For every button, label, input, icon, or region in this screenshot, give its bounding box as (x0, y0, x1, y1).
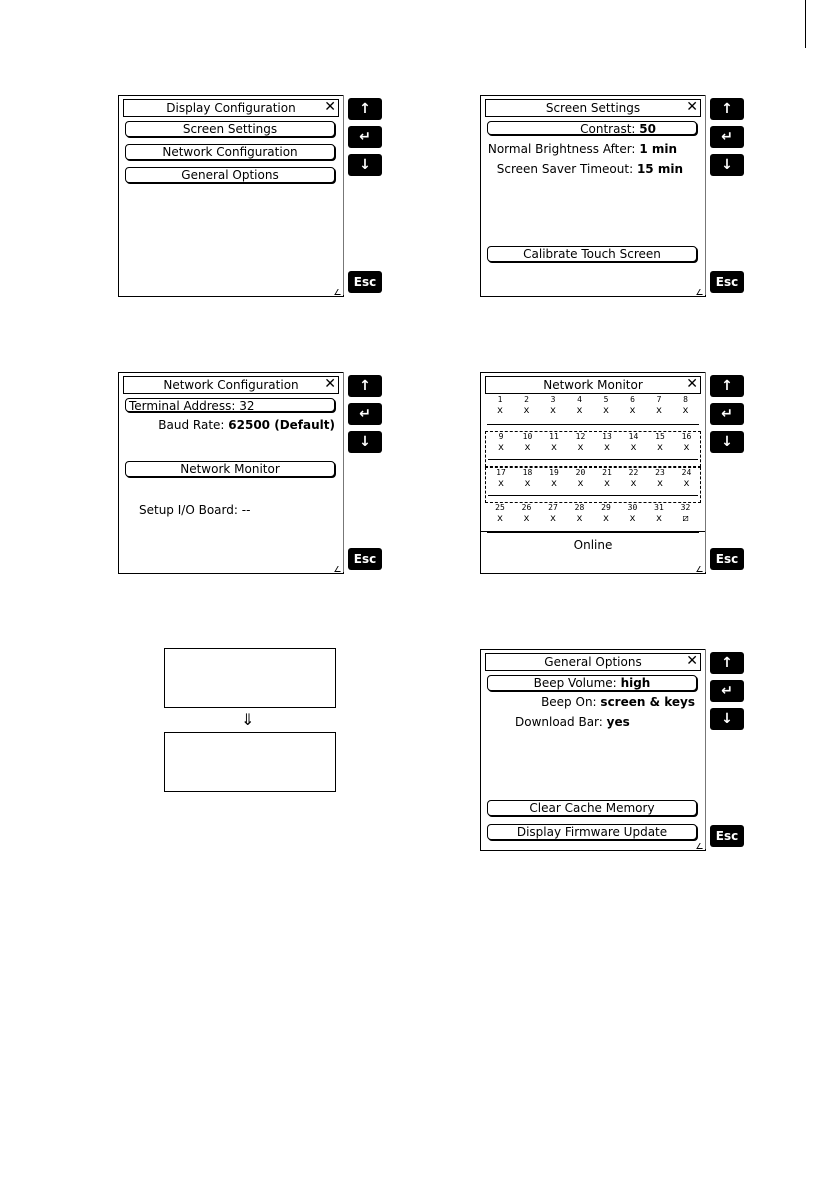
node-offline-icon: x (603, 478, 611, 489)
terminal-address-label: Terminal Address: (129, 399, 236, 413)
title-bar (485, 376, 701, 394)
network-node[interactable] (622, 503, 644, 524)
up-arrow-button[interactable]: ↑ (348, 98, 382, 120)
network-node[interactable] (570, 468, 592, 489)
esc-button[interactable]: Esc (710, 825, 744, 847)
enter-button[interactable]: ↵ (710, 680, 744, 702)
beep-volume-value: high (620, 676, 651, 690)
network-node[interactable] (675, 503, 697, 524)
network-node[interactable] (648, 395, 670, 416)
download-bar-value: yes (606, 715, 630, 729)
calibrate-touch-screen-button[interactable]: Calibrate Touch Screen (487, 246, 697, 262)
network-node[interactable] (623, 432, 645, 453)
node-number: 21 (602, 468, 612, 477)
node-offline-icon: x (603, 442, 611, 453)
network-node[interactable] (675, 395, 697, 416)
node-offline-icon: x (629, 513, 636, 524)
node-row (485, 431, 701, 467)
display-configuration-screen (118, 95, 383, 297)
node-offline-icon: x (524, 478, 531, 489)
screen-title: Display Configuration (166, 101, 296, 115)
divider (705, 372, 706, 572)
node-row (485, 395, 701, 431)
network-node[interactable] (516, 395, 538, 416)
network-node[interactable] (489, 395, 511, 416)
general-options-screen (480, 649, 745, 851)
baud-rate-value: 62500 (Default) (228, 418, 335, 432)
beep-on-value: screen & keys (600, 695, 695, 709)
screen-panel (118, 95, 344, 297)
contrast-value: 50 (639, 122, 656, 136)
close-icon[interactable]: ✕ (324, 99, 336, 115)
screen-title: General Options (544, 655, 642, 669)
node-number: 22 (628, 468, 639, 477)
setup-io-board-value: -- (241, 503, 251, 517)
node-number: 27 (548, 503, 558, 512)
close-icon[interactable]: ✕ (686, 653, 698, 669)
network-node[interactable] (676, 432, 698, 453)
title-bar (485, 653, 701, 671)
node-number: 32 (680, 503, 691, 512)
node-offline-icon: x (523, 405, 530, 416)
brightness-row[interactable] (488, 142, 677, 157)
node-offline-icon: x (682, 405, 689, 416)
down-arrow-button[interactable]: ↓ (710, 708, 744, 730)
title-bar (485, 99, 701, 117)
node-number: 15 (655, 432, 665, 441)
divider (705, 649, 706, 849)
down-arrow-button[interactable]: ↓ (348, 154, 382, 176)
node-number: 20 (575, 468, 586, 477)
node-number: 3 (550, 395, 556, 404)
node-number: 8 (683, 395, 688, 404)
network-node[interactable] (490, 468, 512, 489)
node-offline-icon: x (602, 513, 610, 524)
node-number: 4 (577, 395, 582, 404)
node-offline-icon: x (577, 478, 584, 489)
screen-panel (480, 372, 706, 574)
flow-box-bottom (164, 732, 336, 792)
node-offline-icon: x (497, 442, 505, 453)
network-bus-line (487, 424, 699, 425)
network-node[interactable] (649, 468, 671, 489)
down-arrow-button[interactable]: ↓ (348, 431, 382, 453)
network-bus-line (488, 459, 698, 460)
network-node[interactable] (490, 432, 512, 453)
network-status: Online (481, 531, 705, 572)
node-offline-icon: x (496, 405, 504, 416)
divider (343, 95, 344, 295)
node-offline-icon: x (550, 478, 558, 489)
node-offline-icon: x (683, 478, 690, 489)
network-node[interactable] (595, 395, 617, 416)
network-node[interactable] (676, 468, 698, 489)
node-number: 11 (549, 432, 559, 441)
network-node[interactable] (489, 503, 511, 524)
clear-cache-memory-button[interactable]: Clear Cache Memory (487, 800, 697, 816)
divider (343, 372, 344, 572)
enter-button[interactable]: ↵ (348, 403, 382, 425)
brightness-label: Normal Brightness After: (487, 142, 636, 156)
node-number: 13 (602, 432, 612, 441)
network-node[interactable] (569, 503, 591, 524)
node-number: 24 (681, 468, 692, 477)
screen-saver-row[interactable] (497, 162, 683, 177)
node-row (485, 467, 701, 503)
node-number: 7 (656, 395, 662, 404)
screen-panel (480, 95, 706, 297)
setup-io-board-label: Setup I/O Board: (139, 503, 238, 517)
network-configuration-button[interactable]: Network Configuration (125, 144, 335, 160)
up-arrow-button[interactable]: ↑ (348, 375, 382, 397)
node-number: 16 (681, 432, 692, 441)
node-number: 10 (522, 432, 533, 441)
brightness-value: 1 min (639, 142, 677, 156)
node-number: 28 (574, 503, 585, 512)
node-number: 14 (628, 432, 639, 441)
node-number: 2 (524, 395, 529, 404)
node-offline-icon: x (577, 442, 584, 453)
network-node[interactable] (543, 432, 565, 453)
screen-saver-label: Screen Saver Timeout: (496, 162, 634, 176)
node-offline-icon: x (576, 405, 583, 416)
network-configuration-screen (118, 372, 383, 574)
node-number: 26 (521, 503, 532, 512)
setup-io-board-row[interactable] (139, 503, 250, 518)
network-node[interactable] (596, 432, 618, 453)
node-offline-icon: x (630, 442, 637, 453)
node-offline-icon: x (496, 513, 504, 524)
network-bus-line (488, 495, 698, 496)
download-bar-row[interactable] (515, 715, 630, 730)
enter-button[interactable]: ↵ (710, 403, 744, 425)
network-node[interactable] (517, 468, 539, 489)
node-number: 29 (601, 503, 611, 512)
node-number: 19 (549, 468, 559, 477)
flow-box-top (164, 648, 336, 708)
network-node[interactable] (596, 468, 618, 489)
screen-panel (118, 372, 344, 574)
node-number: 9 (498, 432, 504, 441)
terminal-address-value: 32 (239, 399, 255, 413)
node-offline-icon: x (655, 513, 663, 524)
node-offline-icon: x (656, 478, 664, 489)
esc-button[interactable]: Esc (710, 271, 744, 293)
screen-title: Network Monitor (543, 378, 643, 392)
node-number: 17 (496, 468, 506, 477)
down-flow-arrow-icon: ⇓ (241, 710, 255, 729)
network-node[interactable] (542, 503, 564, 524)
contrast-button[interactable] (487, 121, 697, 135)
node-number: 6 (630, 395, 635, 404)
node-offline-icon: x (630, 478, 637, 489)
network-node[interactable] (542, 395, 564, 416)
down-arrow-button[interactable]: ↓ (710, 154, 744, 176)
download-bar-label: Download Bar: (515, 715, 603, 729)
network-node[interactable] (595, 503, 617, 524)
node-offline-icon: x (629, 405, 636, 416)
network-monitor-button[interactable]: Network Monitor (125, 461, 335, 477)
network-node[interactable] (648, 503, 670, 524)
close-icon[interactable]: ✕ (686, 376, 698, 392)
title-bar (123, 99, 339, 117)
general-options-button[interactable]: General Options (125, 167, 335, 183)
node-offline-icon: x (497, 478, 505, 489)
network-node[interactable] (570, 432, 592, 453)
screen-title: Screen Settings (545, 101, 641, 115)
enter-button[interactable]: ↵ (710, 126, 744, 148)
title-bar (123, 376, 339, 394)
esc-button[interactable]: Esc (348, 271, 382, 293)
network-node[interactable] (516, 503, 538, 524)
close-icon[interactable]: ✕ (324, 376, 336, 392)
node-number: 12 (575, 432, 586, 441)
esc-button[interactable]: Esc (710, 548, 744, 570)
node-offline-icon: x (549, 513, 557, 524)
node-grid (485, 395, 701, 549)
network-monitor-screen (480, 372, 745, 574)
node-offline-icon: x (549, 405, 557, 416)
node-offline-icon: x (602, 405, 610, 416)
screen-settings-button[interactable]: Screen Settings (125, 121, 335, 137)
beep-on-label: Beep On: (541, 695, 597, 709)
page-edge-mark (805, 0, 806, 48)
beep-on-row[interactable] (541, 695, 695, 710)
node-offline-icon: x (576, 513, 583, 524)
up-arrow-button[interactable]: ↑ (710, 98, 744, 120)
contrast-label: Contrast: (580, 122, 636, 136)
esc-button[interactable]: Esc (348, 548, 382, 570)
node-number: 18 (522, 468, 533, 477)
up-arrow-button[interactable]: ↑ (710, 375, 744, 397)
node-number: 31 (654, 503, 664, 512)
beep-volume-label: Beep Volume: (533, 676, 617, 690)
network-node[interactable] (623, 468, 645, 489)
node-offline-icon: x (683, 442, 690, 453)
node-offline-icon: x (656, 442, 664, 453)
display-firmware-update-button[interactable]: Display Firmware Update (487, 824, 697, 840)
divider (705, 95, 706, 295)
up-arrow-button[interactable]: ↑ (710, 652, 744, 674)
node-number: 1 (497, 395, 503, 404)
terminal-icon: ⧄ (682, 513, 689, 524)
terminal-address-button[interactable] (125, 398, 335, 412)
baud-rate-row[interactable] (158, 418, 335, 433)
node-offline-icon: x (655, 405, 663, 416)
beep-volume-button[interactable] (487, 675, 697, 691)
node-number: 5 (603, 395, 609, 404)
network-node[interactable] (622, 395, 644, 416)
node-offline-icon: x (523, 513, 530, 524)
network-node[interactable] (517, 432, 539, 453)
node-number: 23 (655, 468, 665, 477)
network-node[interactable] (543, 468, 565, 489)
network-node[interactable] (569, 395, 591, 416)
close-icon[interactable]: ✕ (686, 99, 698, 115)
screen-title: Network Configuration (163, 378, 299, 392)
node-number: 25 (495, 503, 505, 512)
node-number: 30 (627, 503, 638, 512)
screen-saver-value: 15 min (636, 162, 683, 176)
screen-settings-screen (480, 95, 745, 297)
node-offline-icon: x (550, 442, 558, 453)
down-arrow-button[interactable]: ↓ (710, 431, 744, 453)
node-offline-icon: x (524, 442, 531, 453)
screen-panel (480, 649, 706, 851)
network-node[interactable] (649, 432, 671, 453)
baud-rate-label: Baud Rate: (158, 418, 225, 432)
enter-button[interactable]: ↵ (348, 126, 382, 148)
